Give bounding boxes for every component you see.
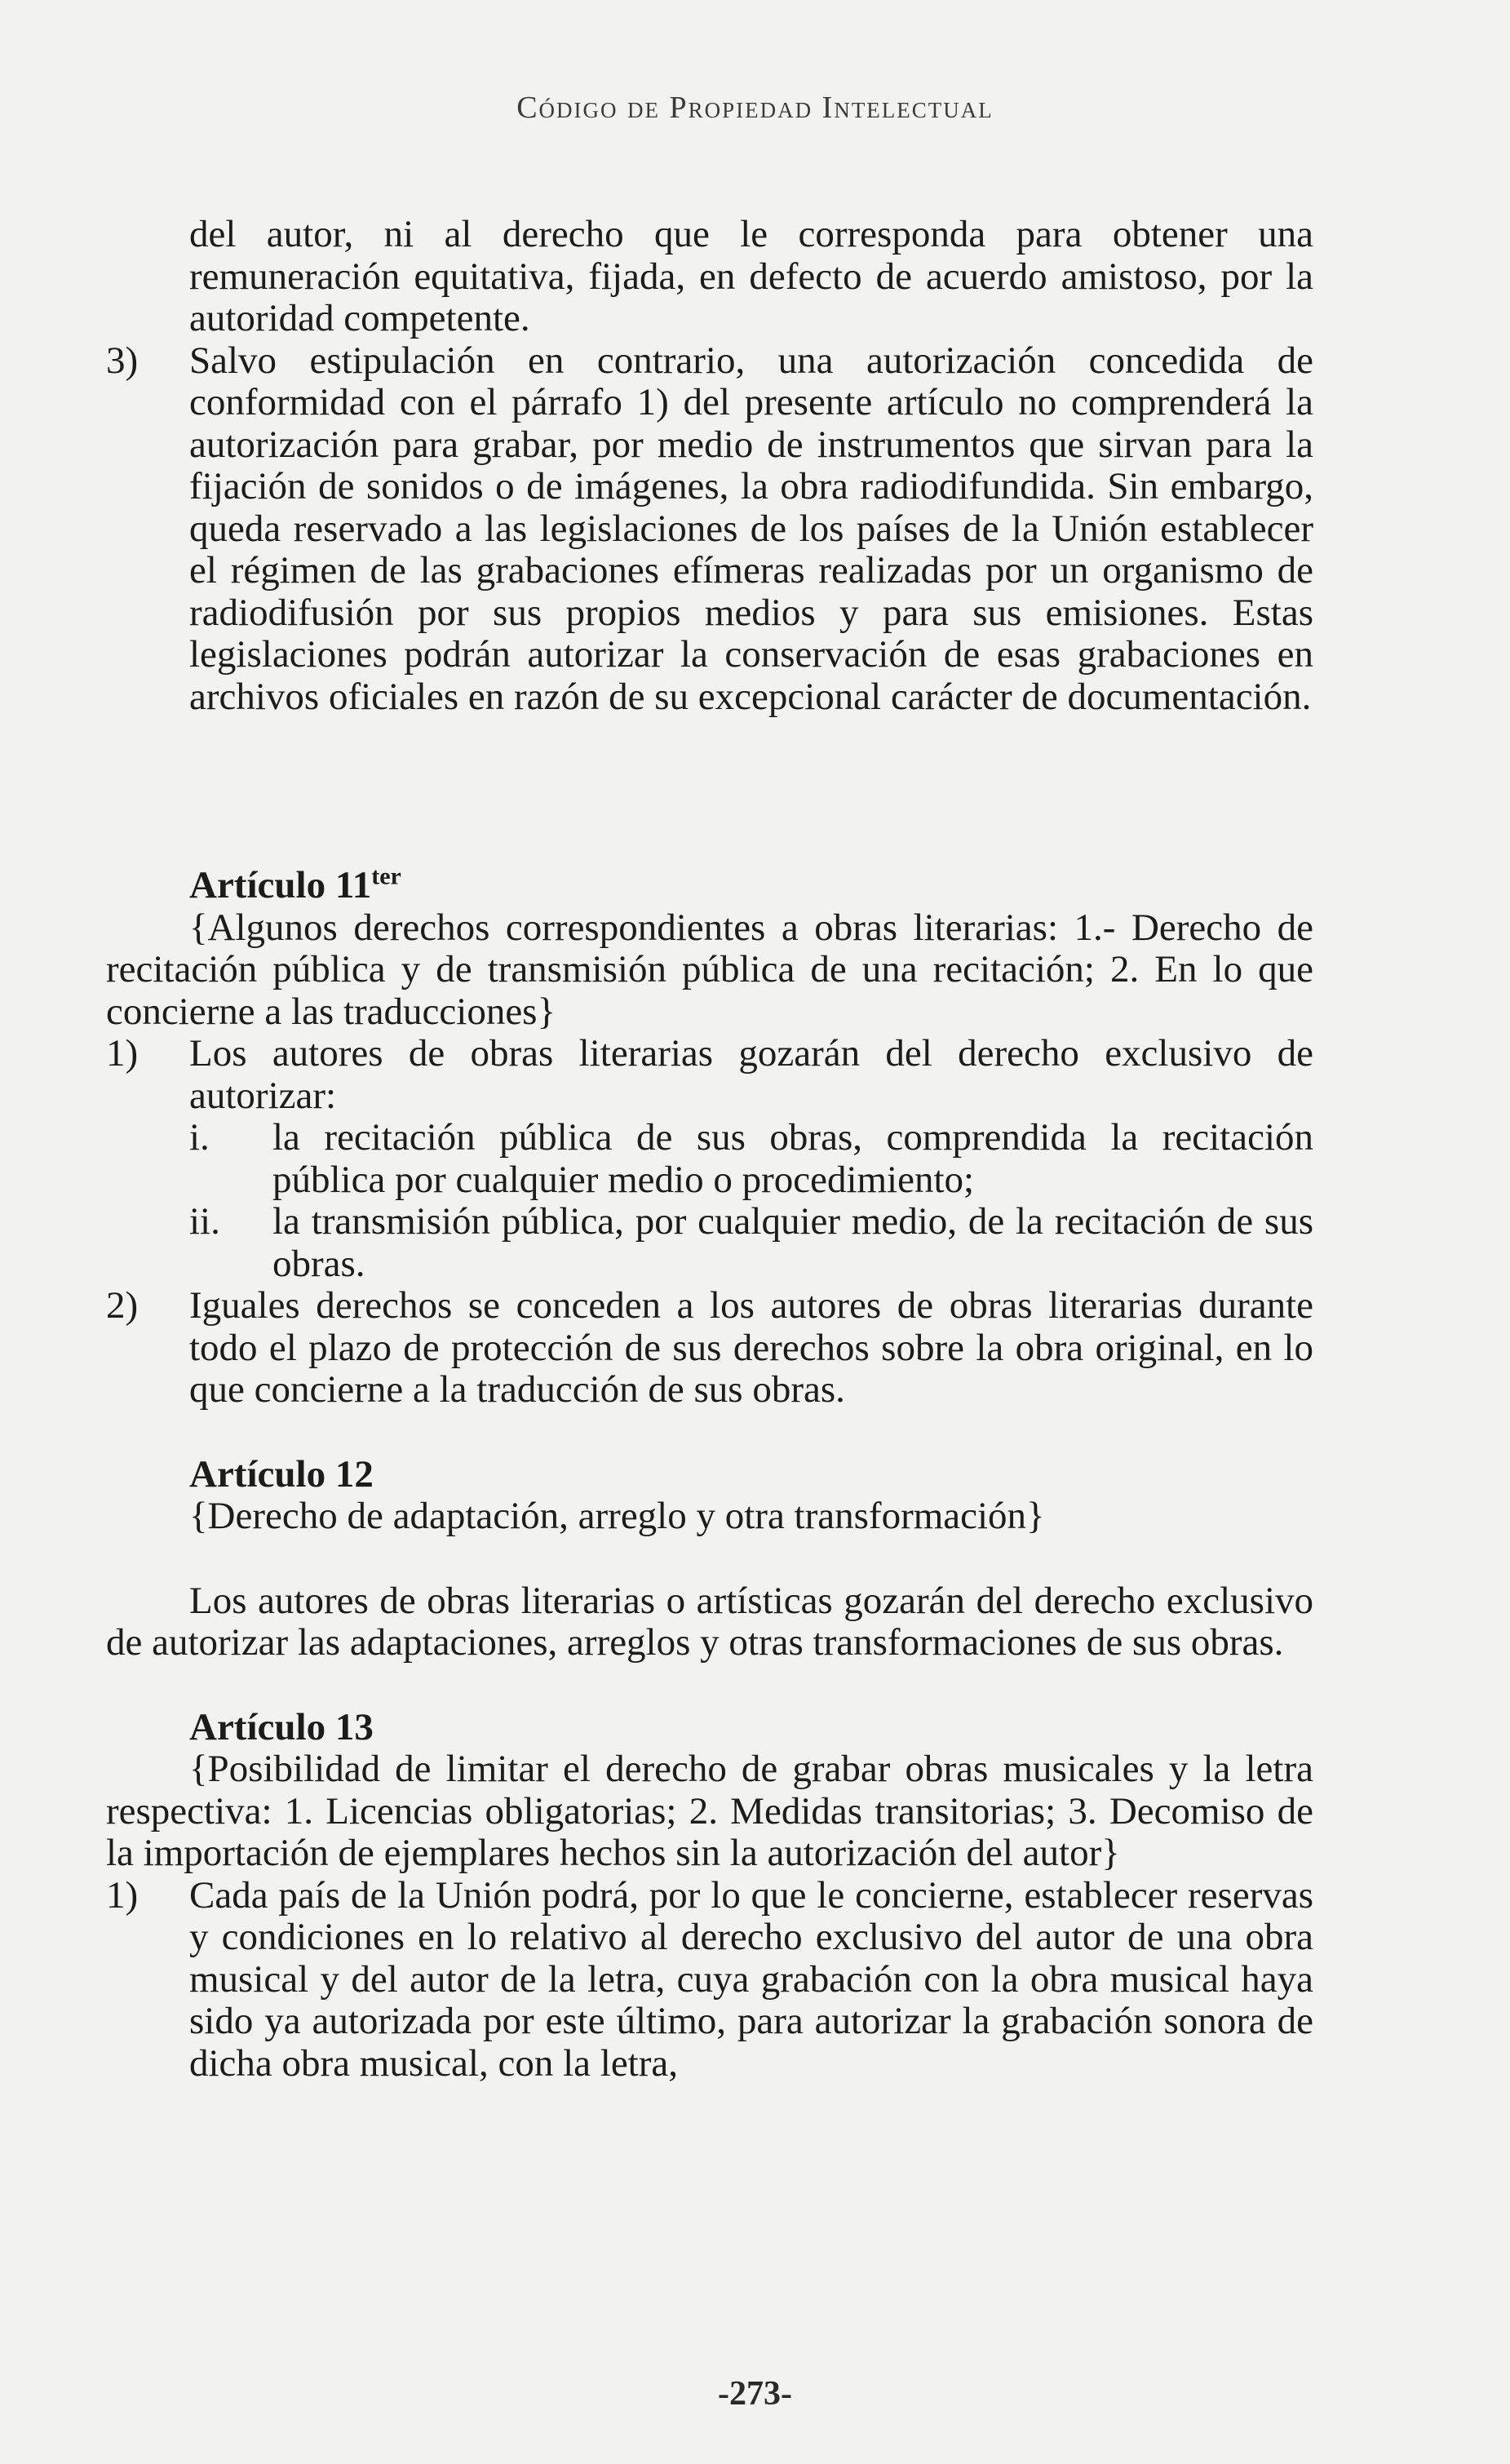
article-13-subtitle: {Posibilidad de limitar el derecho de grabar obras musicales y la letra respectiva: 1. Licencias obligatorias; 2. Medidas transitorias; 3. Decomiso de la importación de ejemplares hechos sin la autorización del autor} <box>106 1748 1313 1874</box>
continuation-paragraph <box>106 214 1313 340</box>
article-11ter-superscript: ter <box>371 862 401 890</box>
item-3-text: Salvo estipulación en contrario, una autorización concedida de conformidad con el párrafo 1) del presente artículo no comprenderá la autorización para grabar, por medio de instrumentos que sirvan para la fijación de sonidos o de imágenes, la obra radiodifundida. Sin embargo, queda reservado a las legislaciones de los países de la Unión establecer el régimen de las grabaciones efímeras realizadas por un organismo de radiodifusión por sus propios medios y para sus emisiones. Estas legislaciones podrán autorizar la conservación de esas grabaciones en archivos oficiales en razón de su excepcional carácter de documentación. <box>189 339 1313 718</box>
article-13-title: Artículo 13 <box>189 1705 374 1748</box>
running-head: Código de Propiedad Intelectual <box>516 91 994 125</box>
article-11ter-subitem-i-number: i. <box>189 1116 210 1159</box>
page-body-articles <box>106 862 1313 2085</box>
article-11ter-subitem-ii-text: la transmisión pública, por cualquier medio, de la recitación de sus obras. <box>272 1200 1313 1285</box>
article-11ter-item-1-text: Los autores de obras literarias gozarán del derecho exclusivo de autorizar: <box>189 1032 1313 1117</box>
section-gap <box>106 1411 1313 1454</box>
article-11ter-item-2-text: Iguales derechos se conceden a los autores de obras literarias durante todo el plazo de protección de sus derechos sobre la obra original, en lo que concierne a la traducción de sus obras. <box>189 1284 1313 1411</box>
item-3-number: 3) <box>106 339 139 382</box>
article-11ter-subitem-i <box>106 1117 1313 1201</box>
article-11ter-subtitle: {Algunos derechos correspondientes a obras literarias: 1.- Derecho de recitación pública y de transmisión pública de una recitación; 2. En lo que concierne a las traducciones} <box>106 906 1313 1033</box>
article-13-item-1-text: Cada país de la Unión podrá, por lo que le concierne, establecer reservas y condiciones en lo relativo al derecho exclusivo del autor de una obra musical y del autor de la letra, cuya grabación con la obra musical haya sido ya autorizada por este último, para autorizar la grabación sonora de dicha obra musical, con la letra, <box>189 1873 1313 2085</box>
section-gap <box>106 1538 1313 1580</box>
article-12-title: Artículo 12 <box>189 1452 374 1496</box>
article-11ter-item-2 <box>106 1285 1313 1411</box>
article-12-body: Los autores de obras literarias o artísticas gozarán del derecho exclusivo de autorizar las adaptaciones, arreglos y otras transformaciones de sus obras. <box>106 1579 1313 1664</box>
continuation-text: del autor, ni al derecho que le corresponda para obtener una remuneración equitativa, fijada, en defecto de acuerdo amistoso, por la autoridad competente. <box>189 213 1313 339</box>
article-11ter-item-1-number: 1) <box>106 1032 139 1075</box>
page-number: -273- <box>718 2375 792 2413</box>
article-11ter-title-text: Artículo 11 <box>189 864 372 906</box>
article-11ter-subitem-ii <box>106 1201 1313 1285</box>
item-3 <box>106 340 1313 719</box>
section-gap <box>106 1664 1313 1707</box>
article-13-item-1 <box>106 1875 1313 2085</box>
article-11ter-subitem-i-text: la recitación pública de sus obras, comprendida la recitación pública por cualquier medio o procedimiento; <box>272 1116 1313 1201</box>
article-11ter-title <box>106 862 1313 907</box>
page-body-top <box>106 214 1313 718</box>
article-12-subtitle: {Derecho de adaptación, arreglo y otra transformación} <box>189 1495 1045 1537</box>
article-11ter-item-1 <box>106 1033 1313 1117</box>
article-11ter-item-2-number: 2) <box>106 1284 139 1327</box>
article-13-item-1-number: 1) <box>106 1873 139 1917</box>
article-11ter-subitem-ii-number: ii. <box>189 1200 220 1243</box>
